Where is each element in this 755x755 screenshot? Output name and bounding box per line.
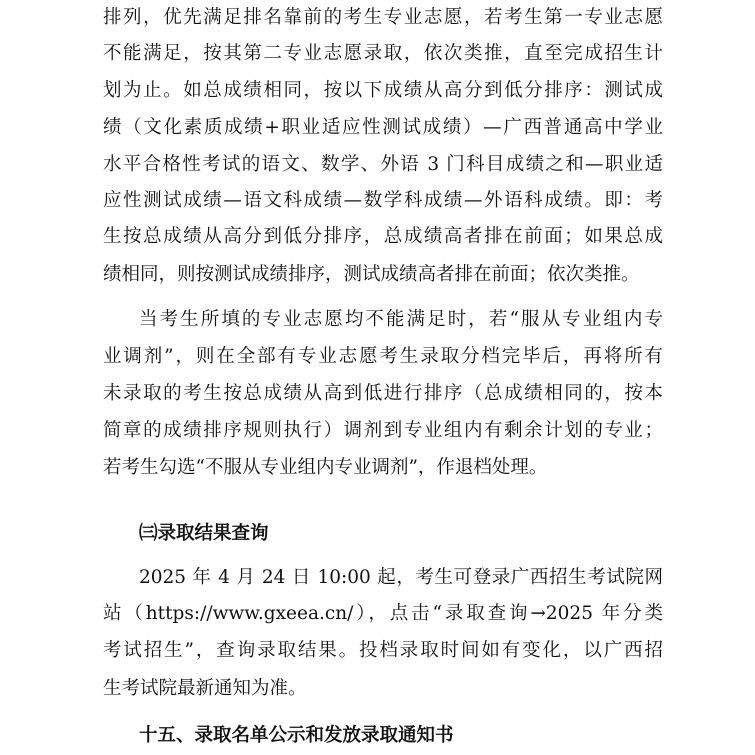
paragraph-3-line-2: 站（https://www.gxeea.cn/），点击“录取查询→2025 年分类: [103, 603, 663, 624]
paragraph-1-line-5: 水平合格性考试的语文、数学、外语 3 门科目成绩之和—职业适: [103, 154, 663, 175]
paragraph-3-line-3: 考试招生”，查询录取结果。投档录取时间如有变化，以广西招: [103, 640, 663, 661]
paragraph-1-line-3: 划为止。如总成绩相同，按以下成绩从高分到低分排序：测试成: [103, 80, 663, 101]
paragraph-2-line-3: 未录取的考生按总成绩从高到低进行排序（总成绩相同的，按本: [103, 383, 663, 404]
paragraph-1-line-6: 应性测试成绩—语文科成绩—数学科成绩—外语科成绩。即：考: [103, 190, 663, 211]
section-15-heading: 十五、录取名单公示和发放录取通知书: [139, 725, 454, 746]
paragraph-3-line-1: 2025 年 4 月 24 日 10:00 起，考生可登录广西招生考试院网: [139, 567, 663, 588]
paragraph-2-line-2: 业调剂”，则在全部有专业志愿考生录取分档完毕后，再将所有: [103, 346, 663, 367]
paragraph-1-line-8: 绩相同，则按测试成绩排序，测试成绩高者排在前面；依次类推。: [103, 264, 640, 285]
paragraph-1-line-4: 绩（文化素质成绩+职业适应性测试成绩）—广西普通高中学业: [103, 117, 663, 138]
paragraph-2-line-1: 当考生所填的专业志愿均不能满足时，若“服从专业组内专: [139, 309, 663, 330]
paragraph-2-line-4: 简章的成绩排序规则执行）调剂到专业组内有剩余计划的专业；: [103, 420, 663, 441]
paragraph-3-line-4: 生考试院最新通知为准。: [103, 678, 307, 699]
paragraph-1-line-1: 排列，优先满足排名靠前的考生专业志愿，若考生第一专业志愿: [103, 7, 663, 28]
paragraph-1-line-2: 不能满足，按其第二专业志愿录取，依次类推，直至完成招生计: [103, 43, 663, 64]
paragraph-1-line-7: 生按总成绩从高分到低分排序，总成绩高者排在前面；如果总成: [103, 226, 663, 247]
paragraph-2-line-5: 若考生勾选“不服从专业组内专业调剂”，作退档处理。: [103, 457, 548, 478]
section-3-heading: ㈢录取结果查询: [139, 523, 269, 544]
